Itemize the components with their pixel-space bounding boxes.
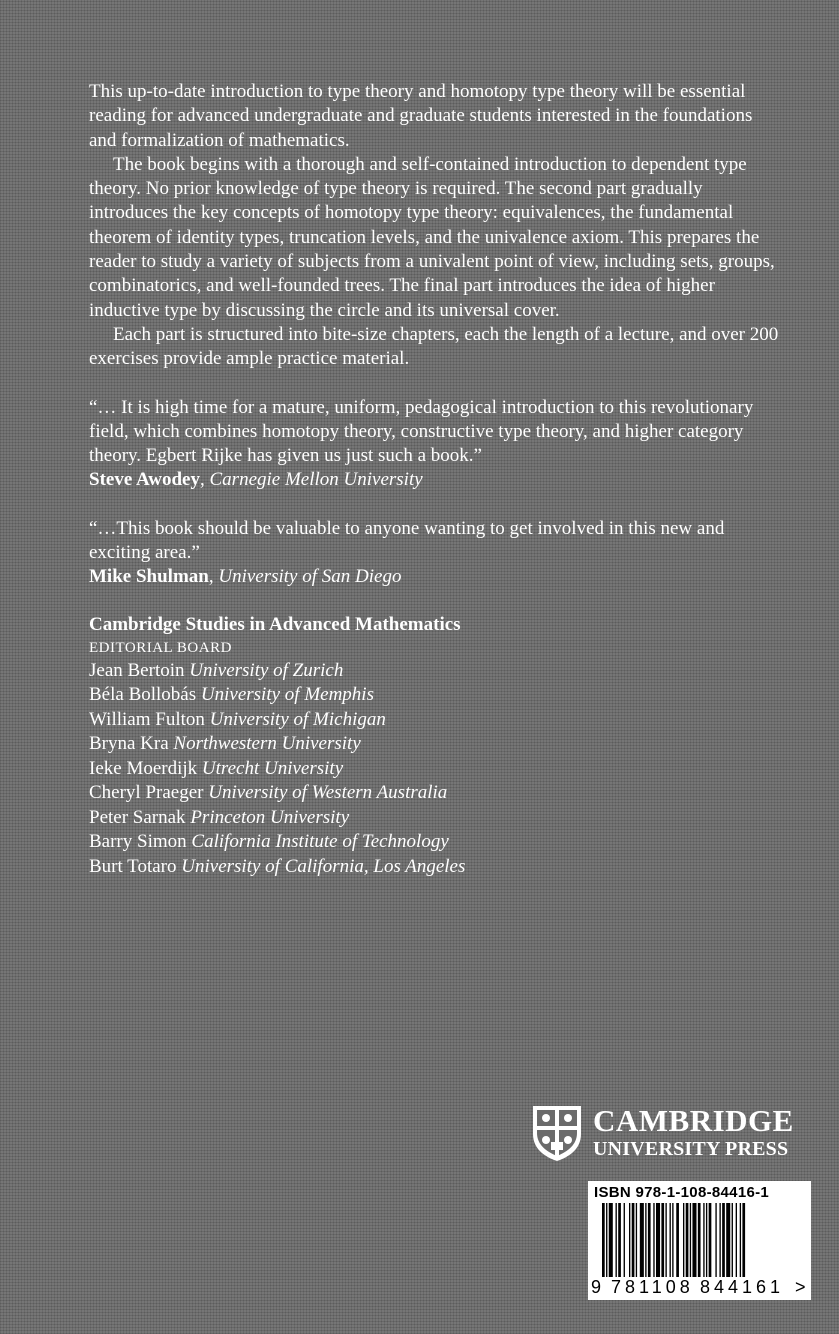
quote-attribution: Mike Shulman, University of San Diego bbox=[89, 566, 402, 588]
quote-text: “…This book should be valuable to anyone wanting to get involved in this new and exciting area.” bbox=[89, 517, 725, 564]
barcode-left-digits: 781108 bbox=[611, 1277, 694, 1297]
barcode-chevron: > bbox=[795, 1277, 806, 1297]
barcode-bars bbox=[602, 1203, 798, 1277]
quote-attribution: Steve Awodey, Carnegie Mellon University bbox=[89, 469, 423, 491]
back-cover-text bbox=[89, 80, 779, 879]
quote-shulman bbox=[89, 517, 779, 590]
board-member bbox=[89, 732, 779, 757]
member-affiliation: University of Michigan bbox=[209, 708, 386, 730]
board-member bbox=[89, 806, 779, 831]
member-affiliation: California Institute of Technology bbox=[191, 831, 449, 853]
board-member bbox=[89, 830, 779, 855]
member-name: William Fulton bbox=[89, 708, 205, 730]
series-title: Cambridge Studies in Advanced Mathematics bbox=[89, 613, 461, 635]
board-member bbox=[89, 659, 779, 684]
publisher-logo bbox=[531, 1104, 811, 1164]
board-member bbox=[89, 855, 779, 880]
member-name: Bryna Kra bbox=[89, 733, 169, 755]
member-affiliation: Princeton University bbox=[190, 806, 350, 828]
member-affiliation: University of California, Los Angeles bbox=[181, 855, 466, 877]
board-member bbox=[89, 757, 779, 782]
member-affiliation: Northwestern University bbox=[173, 733, 361, 755]
board-member bbox=[89, 683, 779, 708]
blurb-paragraph-3: Each part is structured into bite-size chapters, each the length of a lecture, and over 200 exercises provide ample practice material. bbox=[89, 323, 779, 370]
barcode-right-digits: 844161 bbox=[700, 1277, 785, 1297]
board-member bbox=[89, 708, 779, 733]
publisher-name: CAMBRIDGE bbox=[593, 1103, 794, 1138]
publisher-subname: UNIVERSITY PRESS bbox=[593, 1138, 789, 1160]
member-name: Ieke Moerdijk bbox=[89, 757, 198, 779]
member-affiliation: University of Zurich bbox=[189, 659, 344, 681]
quote-author: Steve Awodey bbox=[89, 469, 200, 491]
member-name: Peter Sarnak bbox=[89, 806, 186, 828]
member-name: Béla Bollobás bbox=[89, 684, 197, 706]
quote-affiliation: University of San Diego bbox=[218, 566, 402, 588]
board-member bbox=[89, 781, 779, 806]
blurb-paragraph-1: This up-to-date introduction to type theory and homotopy type theory will be essential reading for advanced undergraduate and graduate students interested in the foundations and formalization of mathematics. bbox=[89, 81, 753, 151]
member-affiliation: Utrecht University bbox=[201, 757, 344, 779]
member-affiliation: University of Memphis bbox=[200, 684, 374, 706]
member-name: Jean Bertoin bbox=[89, 659, 185, 681]
quote-awodey bbox=[89, 396, 779, 493]
barcode-first-digit: 9 bbox=[591, 1277, 602, 1297]
member-name: Cheryl Praeger bbox=[89, 782, 204, 804]
cambridge-shield-icon bbox=[531, 1104, 583, 1162]
editorial-board-list bbox=[89, 659, 779, 880]
quote-text: “… It is high time for a mature, uniform, pedagogical introduction to this revolutionary field, which combines homotopy theory, constructive type theory, and higher category theory. Egbert Rijke has given us just such a book.” bbox=[89, 396, 754, 467]
isbn-label: ISBN 978-1-108-84416-1 bbox=[594, 1184, 770, 1201]
isbn-barcode bbox=[588, 1181, 811, 1300]
blurb-paragraph-2: The book begins with a thorough and self-contained introduction to dependent type theory. No prior knowledge of type theory is required. The second part gradually introduces the key concepts of homotopy type theory: equivalences, the fundamental theorem of identity types, truncation levels, and the univalence axiom. This prepares the reader to study a variety of subjects from a univalent point of view, including sets, groups, combinatorics, and well-founded trees. The final part introduces the idea of higher inductive type by discussing the circle and its universal cover. bbox=[89, 153, 775, 321]
quote-affiliation: Carnegie Mellon University bbox=[209, 469, 423, 491]
member-name: Barry Simon bbox=[89, 831, 187, 853]
quote-author: Mike Shulman bbox=[89, 566, 209, 588]
member-name: Burt Totaro bbox=[89, 855, 177, 877]
member-affiliation: University of Western Australia bbox=[208, 782, 448, 804]
editorial-board-label: EDITORIAL BOARD bbox=[89, 639, 232, 656]
